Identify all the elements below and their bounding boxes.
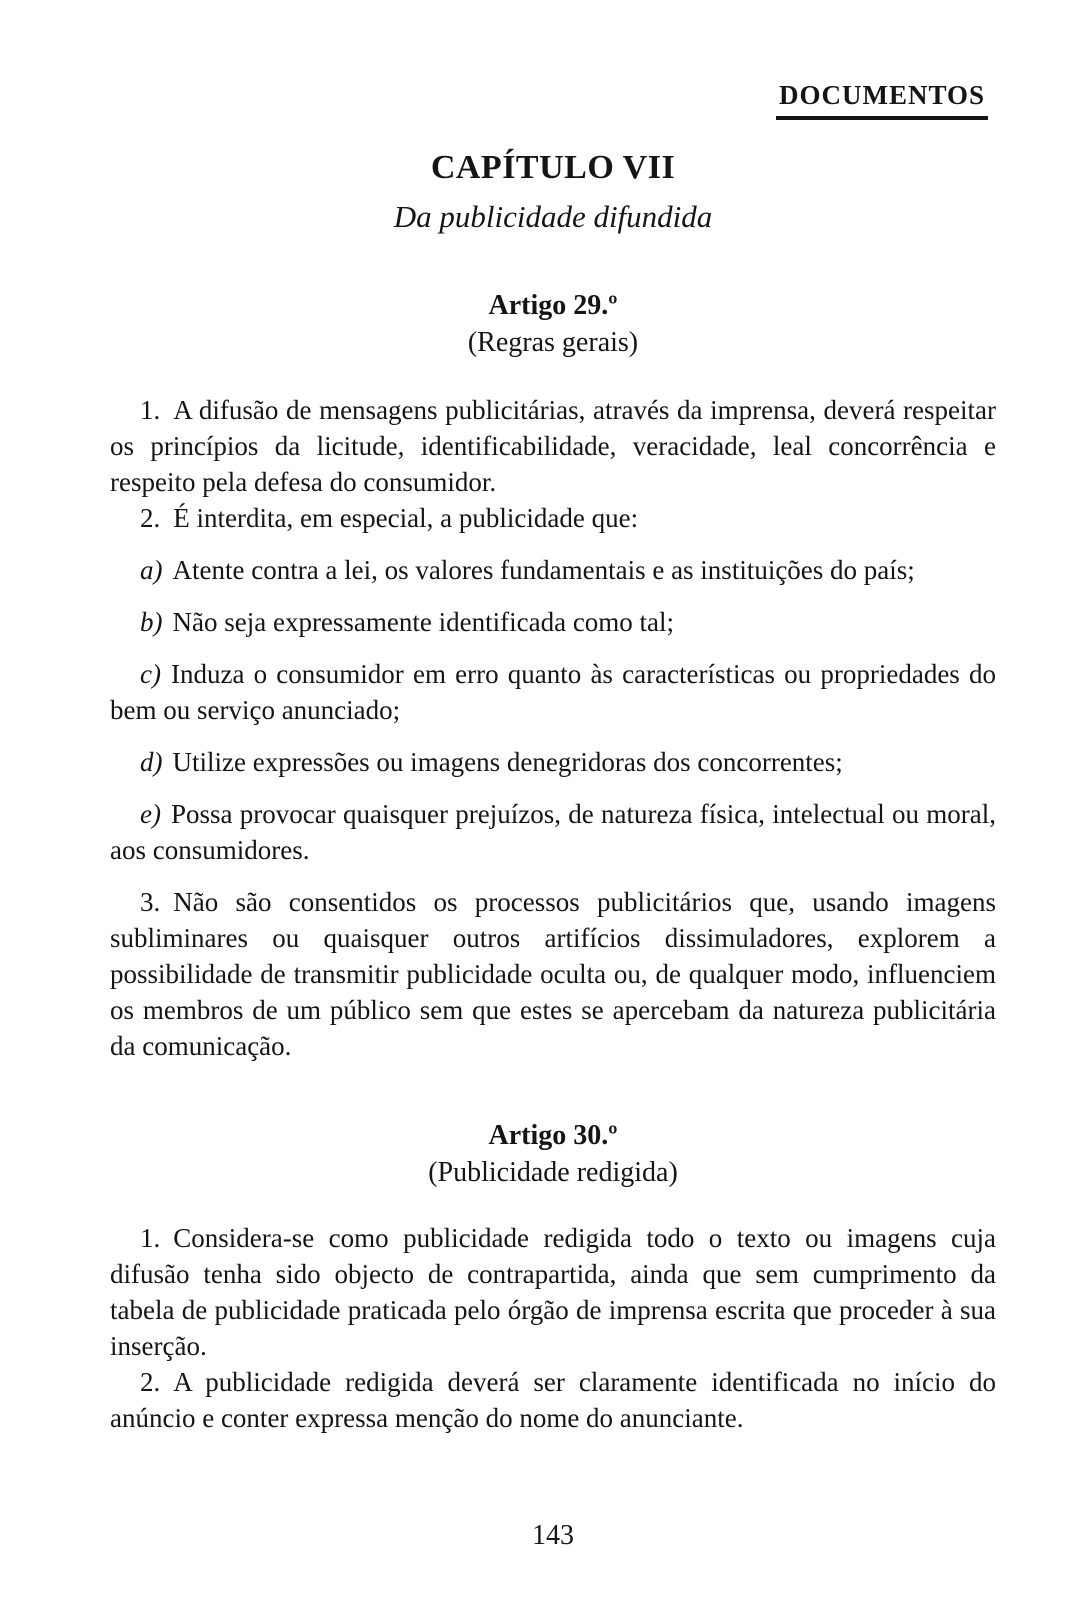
article-29-item-a [110, 552, 996, 588]
item-label: d) [140, 747, 163, 777]
article-29-paragraph-2 [110, 500, 996, 536]
article-30-subtitle: (Publicidade redigida) [428, 1157, 678, 1188]
article-29-item-b [110, 604, 996, 640]
article-29-subtitle: (Regras gerais) [467, 327, 639, 358]
paragraph-number: 2. [140, 1367, 161, 1397]
paragraph-number: 2. [140, 503, 161, 533]
article-29-item-d [110, 744, 996, 780]
item-label: b) [140, 607, 163, 637]
item-text: Induza o consumidor em erro quanto às características ou propriedades do bem ou serviço anunciado; [110, 659, 996, 725]
chapter-title: CAPÍTULO VII [430, 149, 676, 186]
article-29-title: Artigo 29.º [488, 290, 618, 321]
chapter-subtitle: Da publicidade difundida [393, 199, 713, 234]
article-29-paragraph-3 [110, 884, 996, 1064]
paragraph-text: A difusão de mensagens publicitárias, através da imprensa, deverá respeitar os princípios da licitude, identificabilidade, veracidade, leal concorrência e respeito pela defesa do consumidor. [110, 395, 996, 497]
article-29-paragraph-1 [110, 392, 996, 500]
item-text: Utilize expressões ou imagens denegridoras dos concorrentes; [172, 747, 843, 777]
item-label: a) [140, 555, 163, 585]
paragraph-text: A publicidade redigida deverá ser claramente identificada no início do anúncio e conter expressa menção do nome do anunciante. [110, 1367, 996, 1433]
paragraph-text: Considera-se como publicidade redigida todo o texto ou imagens cuja difusão tenha sido objecto de contrapartida, ainda que sem cumprimento da tabela de publicidade praticada pelo órgão de imprensa escrita que proceder à sua inserção. [110, 1223, 996, 1361]
item-label: e) [140, 799, 161, 829]
article-30-paragraph-1 [110, 1220, 996, 1364]
paragraph-number: 1. [140, 395, 161, 425]
article-29-item-e [110, 796, 996, 868]
text-block [110, 0, 996, 1436]
item-text: Não seja expressamente identificada como tal; [172, 607, 675, 637]
page-number: 143 [532, 1520, 574, 1551]
paragraph-text: Não são consentidos os processos publicitários que, usando imagens subliminares ou quaisquer outros artifícios dissimuladores, explorem a possibilidade de transmitir publicidade oculta ou, de qualquer modo, influenciem os membros de um público sem que estes se apercebam da natureza publicitária da comunicação. [110, 887, 996, 1061]
running-header-label: DOCUMENTOS [776, 80, 988, 120]
paragraph-text: É interdita, em especial, a publicidade que: [173, 503, 639, 533]
article-29-item-c [110, 656, 996, 728]
paragraph-number: 1. [140, 1223, 161, 1253]
paragraph-number: 3. [140, 887, 161, 917]
article-30-paragraph-2 [110, 1364, 996, 1436]
article-30-title: Artigo 30.º [488, 1120, 618, 1151]
item-text: Atente contra a lei, os valores fundamentais e as instituições do país; [172, 555, 915, 585]
item-label: c) [140, 659, 161, 689]
item-text: Possa provocar quaisquer prejuízos, de natureza física, intelectual ou moral, aos consumidores. [110, 799, 996, 865]
